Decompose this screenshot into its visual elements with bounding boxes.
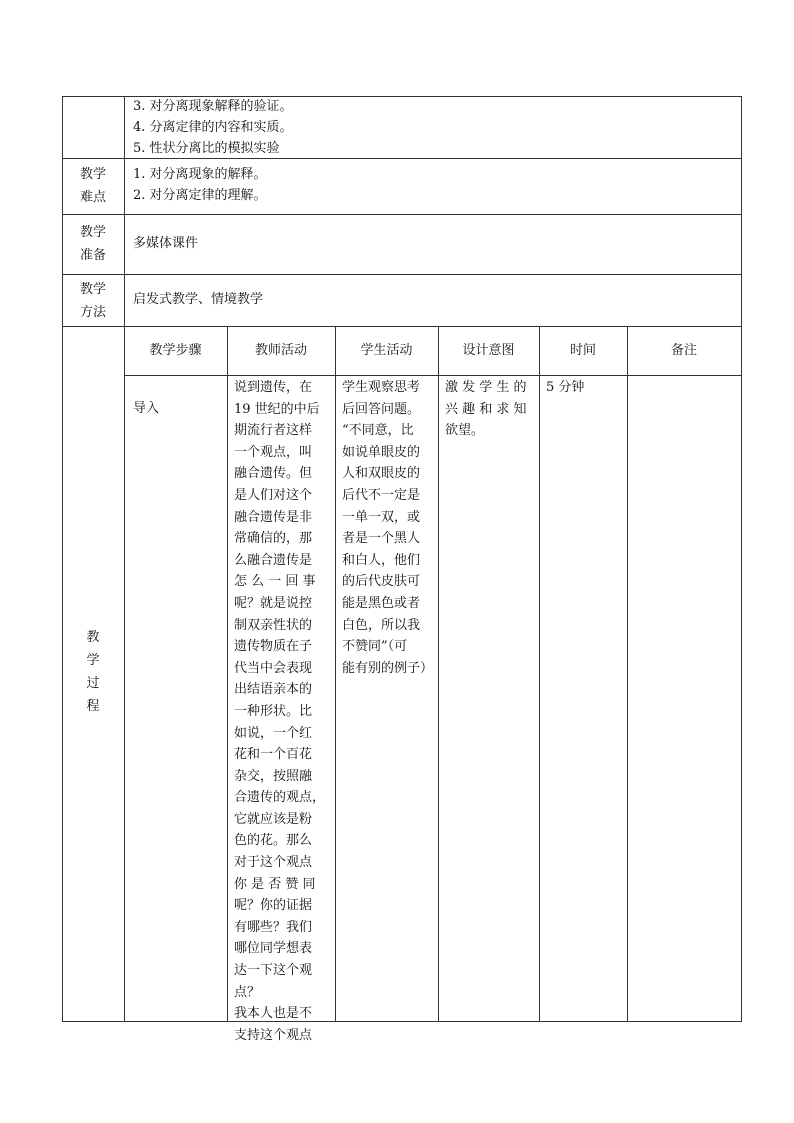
row-divider-preparation [62,214,742,215]
student-activity-line: 的后代皮肤可 [342,574,421,590]
student-activity-line: 一单一双，或 [342,509,421,525]
design-intent-line: 兴 趣 和 求 知 [445,401,527,417]
teacher-activity-line: 一种形状。比 [234,703,313,719]
teacher-activity-line: 遗传物质在子 [234,639,313,655]
col-divider-3 [438,326,439,1022]
teacher-activity-line: 点？ [234,984,261,1000]
student-activity-line: 人和双眼皮的 [342,466,421,482]
table-bottom-border [62,1021,742,1022]
teacher-activity-line: 是人们对这个 [234,487,313,503]
design-intent-line: 欲望。 [445,423,485,439]
teacher-activity-text [234,377,332,1046]
label-column-divider [124,96,125,1022]
teacher-activity-line: 我本人也是不 [234,1006,313,1022]
method-value: 启发式教学、情境教学 [133,292,264,307]
teacher-activity-line: 如说，一个红 [234,725,313,741]
teacher-activity-line: 花和一个百花 [234,747,313,763]
teacher-activity-line: 出结语亲本的 [234,682,313,698]
student-activity-line: 白色，所以我 [342,617,421,633]
method-label-line-1: 教学 [79,282,106,297]
teacher-activity-line: 呢？就是说控 [234,595,313,611]
focus-item-3: 3. 对分离现象解释的验证。 [133,99,293,114]
process-label-char-2: 学 [86,653,100,668]
header-teacher-activity: 教师活动 [254,343,307,358]
row-divider-process [62,326,742,327]
process-label-char-1: 教 [86,630,100,645]
teacher-activity-line: 哪位同学想表 [234,941,313,957]
student-activity-line: 学生观察思考 [342,380,421,395]
student-activity-line: 和白人，他们 [342,552,421,568]
teacher-activity-line: 么融合遗传是 [234,552,313,568]
process-label-char-3: 过 [86,676,100,691]
student-activity-line: 后回答问题。 [342,401,421,417]
col-divider-2 [335,326,336,1022]
header-step: 教学步骤 [149,343,202,358]
focus-item-4: 4. 分离定律的内容和实质。 [133,120,293,135]
method-label-line-2: 方法 [79,305,106,320]
process-label-char-4: 程 [86,699,100,714]
preparation-value: 多媒体课件 [133,236,199,251]
focus-item-5: 5. 性状分离比的模拟实验 [133,141,280,156]
student-activity-line: 者是一个黑人 [342,531,421,547]
process-header-divider [124,375,742,376]
design-intent-text [445,377,537,442]
teacher-activity-line: 达一下这个观 [234,963,313,979]
teacher-activity-line: 你 是 否 赞 同 [234,876,316,892]
student-activity-line: 能有别的例子） [342,660,434,676]
col-divider-5 [627,326,628,1022]
teacher-activity-line: 一个观点，叫 [234,444,313,460]
student-activity-line: 能是黑色或者 [342,595,421,611]
difficulty-label-line-1: 教学 [79,167,106,182]
teacher-activity-line: 期流行者这样 [234,423,313,439]
preparation-label-line-2: 准备 [79,248,106,263]
teacher-activity-line: 呢？你的证据 [234,898,313,914]
table-right-border [741,96,742,1022]
header-time: 时间 [569,343,596,358]
student-activity-line: 后代不一定是 [342,487,421,503]
teacher-activity-line: 杂交，按照融 [234,768,313,784]
col-divider-1 [227,326,228,1022]
process-label [62,626,124,718]
teacher-activity-line: 制双亲性状的 [234,617,313,633]
difficulty-label [62,163,124,209]
method-label [62,278,124,324]
row-divider-method [62,274,742,275]
student-activity-text [342,377,438,679]
teacher-activity-line: 19 世纪的中后 [234,401,320,417]
difficulty-item-1: 1. 对分离现象的解释。 [133,167,267,182]
design-intent-line: 激 发 学 生 的 [445,380,527,395]
header-student-activity: 学生活动 [360,343,413,358]
teacher-activity-line: 说到遗传，在 [234,380,313,395]
col-divider-4 [539,326,540,1022]
teacher-activity-line: 支持这个观点 [234,1027,313,1043]
teacher-activity-line: 融合遗传。但 [234,466,313,482]
student-activity-line: 如说单眼皮的 [342,444,421,460]
teacher-activity-line: 它就应该是粉 [234,811,313,827]
teacher-activity-line: 代当中会表现 [234,660,313,676]
teacher-activity-line: 色的花。那么 [234,833,313,849]
preparation-label [62,221,124,267]
teacher-activity-line: 合遗传的观点， [234,790,326,806]
difficulty-item-2: 2. 对分离定律的理解。 [133,188,267,203]
header-design-intent: 设计意图 [462,343,515,358]
student-activity-line: “不同意，比 [342,423,414,439]
teacher-activity-line: 有哪些？我们 [234,919,313,935]
teacher-activity-line: 常确信的，那 [234,531,313,547]
step-import: 导入 [133,401,160,416]
student-activity-line: 不赞同”（可 [342,639,408,655]
difficulty-label-line-2: 难点 [79,190,106,205]
teacher-activity-line: 融合遗传是非 [234,509,313,525]
time-value: 5 分钟 [546,380,585,395]
header-note: 备注 [670,343,697,358]
teacher-activity-line: 对于这个观点 [234,855,313,871]
preparation-label-line-1: 教学 [79,225,106,240]
teacher-activity-line: 怎 么 一 回 事 [234,574,316,590]
